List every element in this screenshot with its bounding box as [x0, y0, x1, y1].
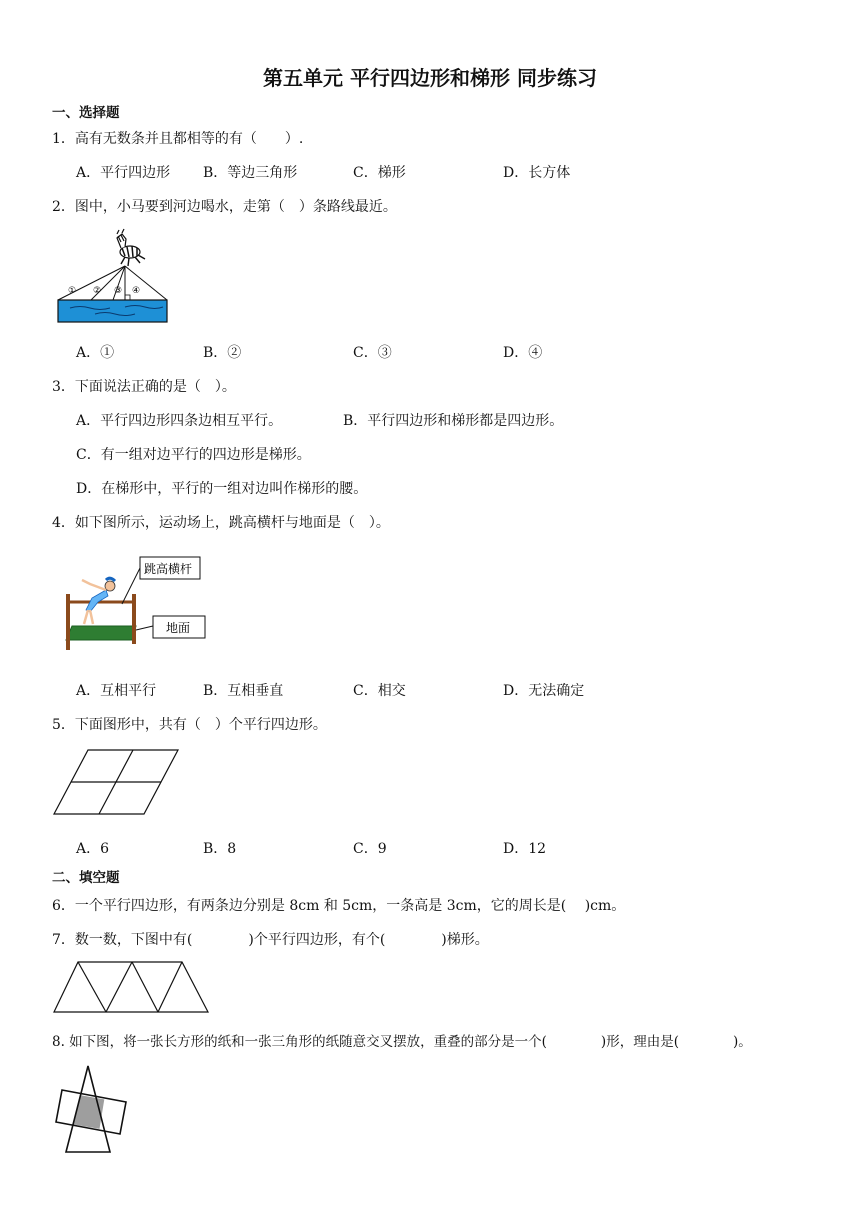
- overlap-figure: [52, 1064, 132, 1156]
- question-4: 4．如下图所示，运动场上，跳高横杆与地面是（ ）。: [52, 515, 390, 531]
- q3-option-a[interactable]: A．平行四边形四条边相互平行。: [76, 413, 283, 429]
- q4-option-c[interactable]: C．相交: [353, 683, 406, 699]
- question-1: 1．高有无数条并且都相等的有（ ）.: [52, 131, 304, 147]
- zebra-icon: [117, 229, 145, 266]
- route-label-3: ③: [114, 286, 123, 296]
- outer-trapezoid-shape: [54, 962, 208, 1012]
- section-heading-fill: 二、填空题: [52, 870, 120, 886]
- q5-option-d[interactable]: D．12: [503, 841, 547, 857]
- q5-option-b[interactable]: B．8: [203, 841, 237, 857]
- route-label-4: ④: [132, 286, 141, 296]
- section-heading-choice: 一、选择题: [52, 105, 120, 121]
- q2-option-d[interactable]: D．④: [503, 345, 543, 361]
- q3-option-c[interactable]: C．有一组对边平行的四边形是梯形。: [76, 447, 311, 463]
- ground-mat-shape: [66, 626, 136, 640]
- triangle-strip-figure: [52, 960, 212, 1015]
- q1-option-b[interactable]: B．等边三角形: [203, 165, 298, 181]
- label-ground-text: 地面: [166, 621, 191, 635]
- q1-option-c[interactable]: C．梯形: [353, 165, 406, 181]
- q1-option-a[interactable]: A．平行四边形: [76, 165, 171, 181]
- high-jump-figure: [60, 550, 210, 654]
- horse-river-figure: [55, 226, 175, 326]
- q2-option-c[interactable]: C．③: [353, 345, 392, 361]
- q3-option-d[interactable]: D．在梯形中，平行的一组对边叫作梯形的腰。: [76, 481, 368, 497]
- q1-option-d[interactable]: D．长方体: [503, 165, 571, 181]
- q5-option-c[interactable]: C．9: [353, 841, 387, 857]
- question-8: 8. 如下图，将一张长方形的纸和一张三角形的纸随意交叉摆放，重叠的部分是一个( )形，理由是( )。: [52, 1034, 752, 1050]
- page-title: 第五单元 平行四边形和梯形 同步练习: [263, 66, 597, 90]
- q2-option-b[interactable]: B．②: [203, 345, 242, 361]
- q4-option-a[interactable]: A．互相平行: [76, 683, 157, 699]
- question-5: 5．下面图形中，共有（ ）个平行四边形。: [52, 717, 327, 733]
- q2-option-a[interactable]: A．①: [76, 345, 115, 361]
- route-label-2: ②: [93, 286, 102, 296]
- question-3: 3．下面说法正确的是（ ）。: [52, 379, 236, 395]
- question-6: 6．一个平行四边形，有两条边分别是 8cm 和 5cm，一条高是 3cm，它的周长是( )cm。: [52, 898, 626, 914]
- question-2: 2．图中，小马要到河边喝水，走第（ ）条路线最近。: [52, 199, 397, 215]
- parallelogram-grid-figure: [52, 748, 182, 818]
- q5-option-a[interactable]: A．6: [76, 841, 110, 857]
- q4-option-b[interactable]: B．互相垂直: [203, 683, 284, 699]
- q4-option-d[interactable]: D．无法确定: [503, 683, 585, 699]
- q3-option-b[interactable]: B．平行四边形和梯形都是四边形。: [343, 413, 564, 429]
- question-7: 7．数一数，下图中有( )个平行四边形，有个( )梯形。: [52, 932, 489, 948]
- river-shape: [58, 300, 167, 322]
- label-bar-text: 跳高横杆: [144, 562, 193, 576]
- route-label-1: ①: [68, 286, 77, 296]
